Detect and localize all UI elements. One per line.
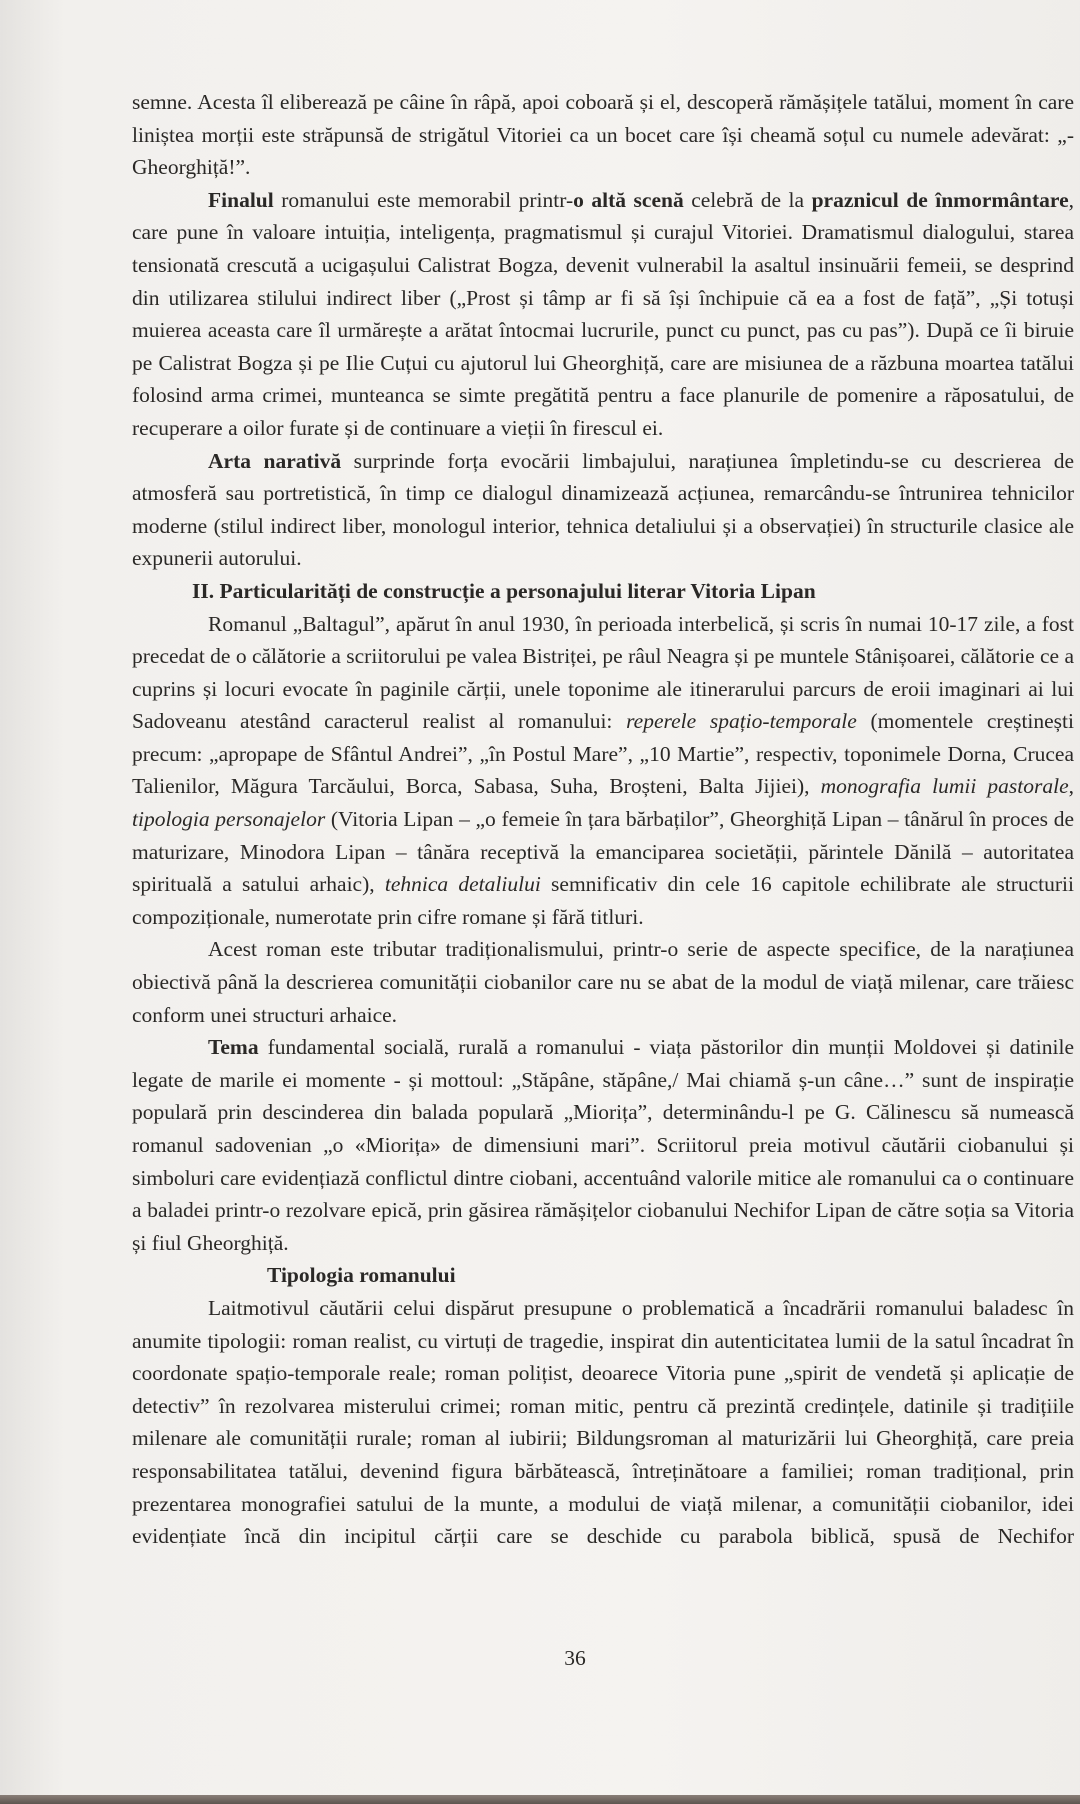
paragraph bbox=[132, 608, 1074, 934]
text-run: Romanul „Baltagul”, apărut în anul 1930, în perioada interbelică, și scris în numai 10-17 zile, a fost precedat de o călătorie a scriitorului pe valea Bistriței, pe râul Neagra și pe muntele Stânișoarei, călătorie ce a cuprins și locuri evocate în paginile cărții, unele toponime ale itinerarului parcurs de eroii imaginari ai lui Sadoveanu atestând caracterul realist al romanului: bbox=[132, 611, 1074, 734]
paragraph bbox=[132, 933, 1074, 1031]
text-run: semne. Acesta îl eliberează pe câine în râpă, apoi coboară și el, descoperă rămășițele tatălui, moment în care liniștea morții este străpunsă de strigătul Vitoriei ca un bocet care își cheamă soțul cu numele adevărat: „- Gheorghiță!”. bbox=[132, 90, 1074, 180]
italic-text: tehnica detaliului bbox=[384, 872, 541, 897]
text-run: surprinde forța evocării limbajului, narațiunea împletindu-se cu descrierea de atmosferă sau portretistică, în timp ce dialogul dinamizează acțiunea, remarcându-se întrunirea tehnicilor moderne (stilul indirect liber, monologul interior, tehnica detaliului și a observației) în structurile clasice ale expunerii autorului. bbox=[132, 448, 1074, 571]
text-run: (Vitoria Lipan – „o femeie în țara bărbaților”, Gheorghiță Lipan – tânărul în proces de maturizare, Minodora Lipan – tânăra receptivă la emanciparea societății, părintele Dănilă – autoritatea spirituală a satului arhaic), bbox=[132, 807, 1074, 897]
section-heading bbox=[132, 1259, 1074, 1292]
text-run: II. Particularități de construcție a personajului literar Vitoria Lipan bbox=[192, 578, 816, 603]
bold-text: Arta narativă bbox=[208, 448, 342, 473]
text-run: (momentele creștinești precum: „apropape de Sfântul Andrei”, „în Postul Mare”, „10 Martie”, respectiv, toponimele Dorna, Crucea Talienilor, Măgura Tarcăului, Borca, Sabasa, Suha, Broșteni, Balta Jijiei), bbox=[132, 709, 1074, 799]
paragraph bbox=[132, 1292, 1074, 1553]
bold-text: o altă scenă bbox=[573, 187, 684, 212]
document-page bbox=[132, 86, 1074, 1553]
text-run: , care pune în valoare intuiția, inteligența, pragmatismul și curajul Vitoriei. Dramatismul dialogului, starea tensionată crescută a ucigașului Calistrat Bogza, devenit vulnerabil la asaltul insinuării femeii, se desprind din utilizarea stilului indirect liber („Prost și tâmp ar fi să își închipuie că ea a fost de față”, „Și totuși muierea aceasta care îl urmărește a arătat întocmai lucrurile, punct cu punct, pas cu pas”). După ce îi biruie pe Calistrat Bogza și pe Ilie Cuțui cu ajutorul lui Gheorghiță, care are misiunea de a răzbuna moartea tatălui folosind arma crimei, munteanca se simte pregătită pentru a face planurile de pomenire a răposatului, de recuperare a oilor furate și de continuare a vieții în firescul ei. bbox=[132, 187, 1074, 440]
italic-text: tipologia personajelor bbox=[132, 807, 326, 832]
italic-text: monografia lumii pastorale bbox=[820, 774, 1069, 799]
text-run: , bbox=[1068, 774, 1075, 799]
section-heading bbox=[132, 575, 1074, 608]
text-run: romanului este memorabil printr- bbox=[273, 187, 574, 212]
paragraph bbox=[132, 1031, 1074, 1259]
text-run: fundamental socială, rurală a romanului - viața păstorilor din munții Moldovei și datinile legate de marile ei momente - și mottoul: „Stăpâne, stăpâne,/ Mai chiamă ș-un câne…” sunt de inspirație populară prin descinderea din balada populară „Miorița”, determinându-l pe G. Călinescu să numească romanul sadovenian „o «Miorița» de dimensiuni mari”. Scriitorul preia motivul căutării ciobanului și simboluri care evidențiază conflictul dintre ciobani, accentuând valorile mitice ale romanului ca o continuare a baladei printr-o rezolvare epică, prin găsirea rămășițelor ciobanului Nechifor Lipan de către soția sa Vitoria și fiul Gheorghiță. bbox=[132, 1035, 1074, 1255]
paragraph bbox=[132, 86, 1074, 184]
page-number: 36 bbox=[564, 1646, 586, 1670]
text-run: semnificativ din cele 16 capitole echilibrate ale structurii compoziționale, numerotate prin cifre romane și fără titluri. bbox=[132, 872, 1074, 929]
text-run: celebră de la bbox=[683, 187, 812, 212]
text-run: Tipologia romanului bbox=[267, 1263, 456, 1288]
bold-text: praznicul de înmormântare bbox=[811, 187, 1069, 212]
italic-text: reperele spațio-temporale bbox=[626, 709, 857, 734]
bold-text: Finalul bbox=[208, 187, 274, 212]
paragraph bbox=[132, 184, 1074, 445]
text-run: Acest roman este tributar tradiționalismului, printr-o serie de aspecte specifice, de la narațiunea obiectivă până la descrierea comunității ciobanilor care nu se abat de la modul de viață milenar, care trăiesc conform unei structuri arhaice. bbox=[132, 937, 1074, 1027]
paragraph bbox=[132, 445, 1074, 575]
page-bottom-edge bbox=[0, 1795, 1080, 1804]
text-run: Laitmotivul căutării celui dispărut presupune o problematică a încadrării romanului baladesc în anumite tipologii: roman realist, cu virtuți de tragedie, inspirat din autenticitatea lumii de la satul încadrat în coordonate spațio-temporale reale; roman polițist, deoarece Vitoria pune „spirit de vendetă și aplicație de detectiv” în rezolvarea misterului crimei; roman mitic, pentru că prezintă credințele, datinile și tradițiile milenare ale comunității rurale; roman al iubirii; Bildungsroman al maturizării lui Gheorghiță, care preia responsabilitatea tatălui, devenind figura bărbătească, întreținătoare a familiei; roman tradițional, prin prezentarea monografiei satului de la munte, a modului de viață milenar, a comunității ciobanilor, idei evidențiate încă din incipitul cărții care se deschide cu parabola biblică, spusă de Nechifor bbox=[132, 1295, 1074, 1549]
bold-text: Tema bbox=[208, 1035, 259, 1060]
